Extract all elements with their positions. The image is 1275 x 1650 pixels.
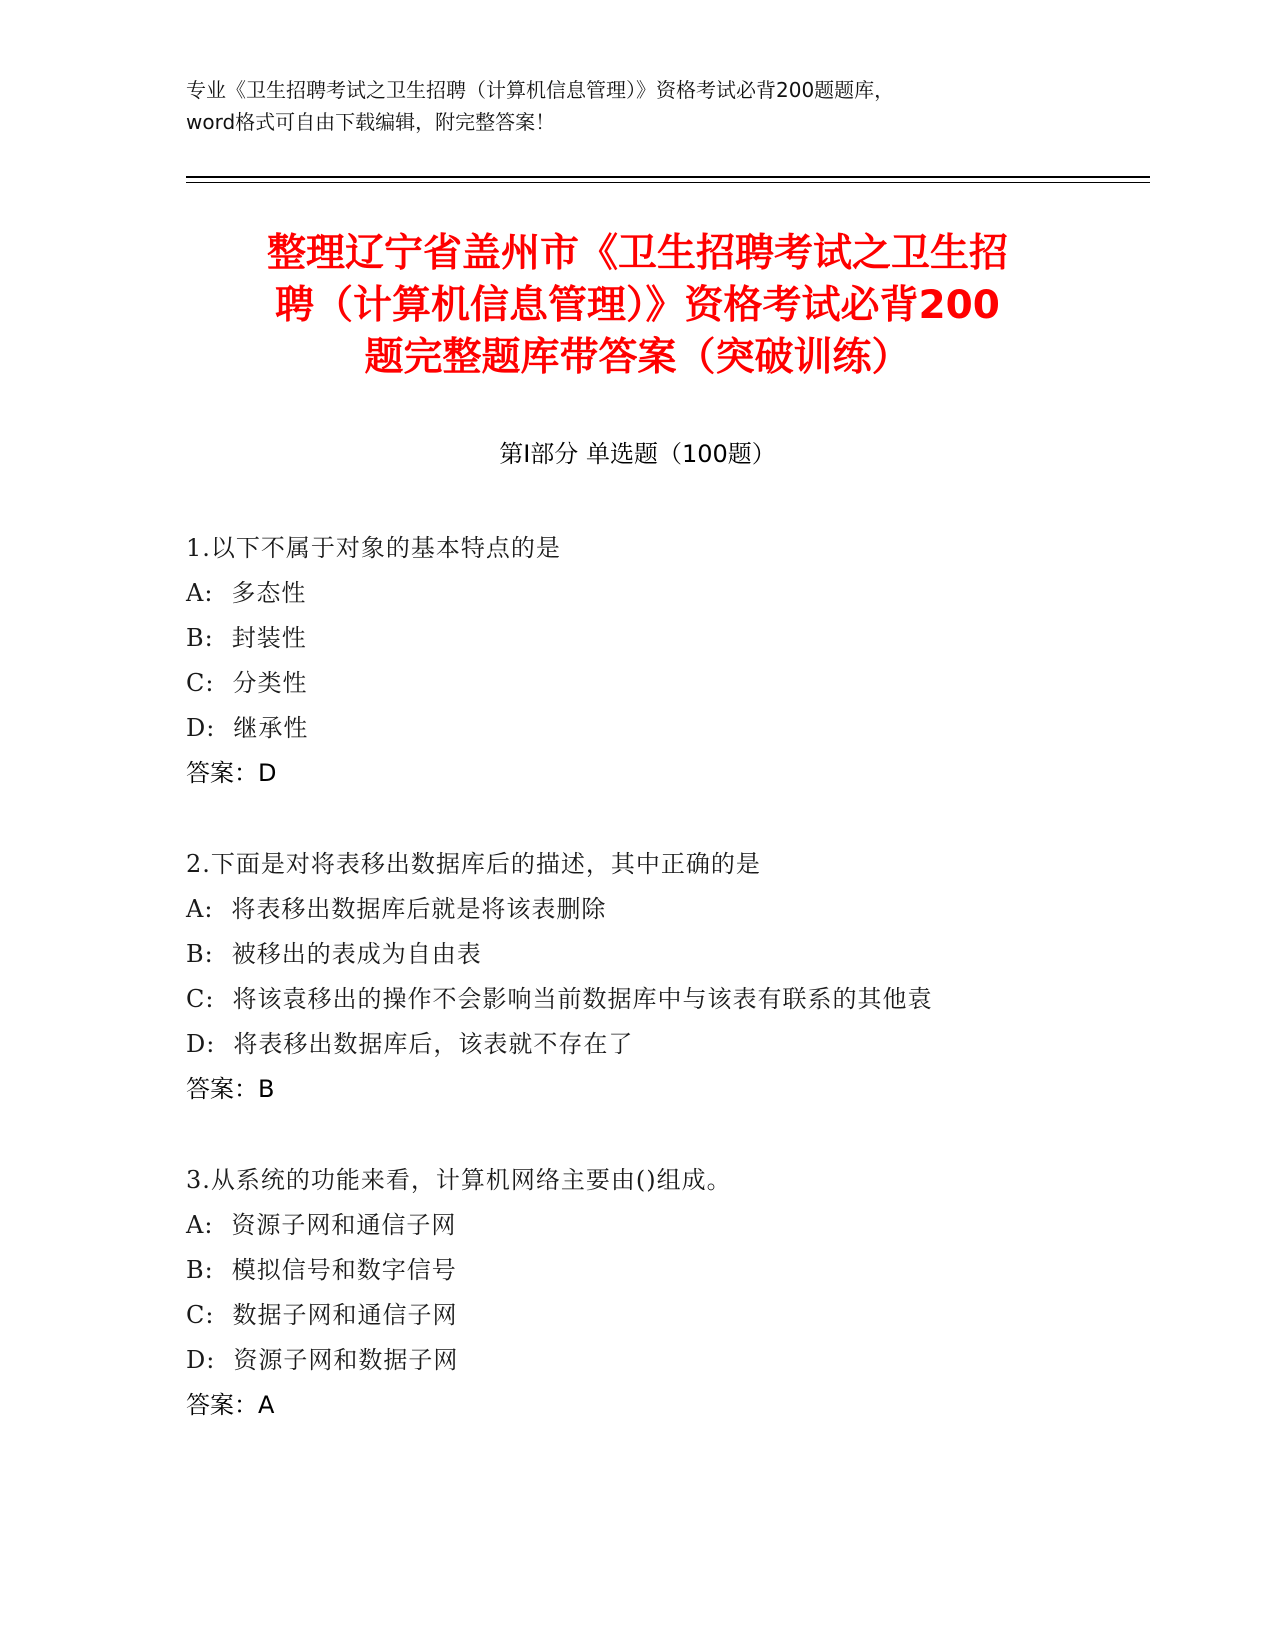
option-d (186, 1338, 1146, 1383)
question-stem: 2.下面是对将表移出数据库后的描述，其中正确的是 (186, 850, 761, 878)
option-d (186, 706, 1146, 751)
option-c (186, 1293, 1146, 1338)
option-text: 模拟信号和数字信号 (231, 1256, 457, 1284)
option-text: 将表移出数据库后就是将该表删除 (231, 895, 607, 923)
answer-line: 答案：B (186, 1075, 275, 1103)
option-a (186, 1203, 1146, 1248)
document-title-line-2: 聘（计算机信息管理）》资格考试必背200 (275, 283, 1000, 328)
answer-line: 答案：D (186, 759, 277, 787)
answer-line: 答案：A (186, 1391, 275, 1419)
option-b (186, 1248, 1146, 1293)
question-stem: 3.从系统的功能来看，计算机网络主要由()组成。 (186, 1166, 732, 1194)
option-text: 将表移出数据库后，该表就不存在了 (233, 1030, 634, 1058)
section-heading: 第Ⅰ部分 单选题（100题） (499, 440, 776, 468)
option-d (186, 1022, 1146, 1067)
option-text: 将该袁移出的操作不会影响当前数据库中与该表有联系的其他袁 (232, 985, 933, 1013)
document-title-line-1: 整理辽宁省盖州市《卫生招聘考试之卫生招 (266, 231, 1008, 276)
option-letter: A: (186, 895, 214, 923)
question-stem: 1.以下不属于对象的基本特点的是 (186, 534, 561, 562)
option-text: 资源子网和数据子网 (233, 1346, 459, 1374)
header-note-line-1: 专业《卫生招聘考试之卫生招聘（计算机信息管理）》资格考试必背200题题库， (186, 78, 895, 102)
option-c (186, 661, 1146, 706)
option-text: 继承性 (233, 714, 309, 742)
document-title (180, 228, 1095, 384)
question-2 (186, 842, 1146, 1112)
question-3 (186, 1158, 1146, 1428)
option-letter: D: (186, 1346, 216, 1374)
option-letter: D: (186, 714, 216, 742)
option-a (186, 887, 1146, 932)
option-c (186, 977, 1146, 1022)
option-text: 多态性 (231, 579, 307, 607)
header-rule-thin (186, 182, 1150, 183)
option-letter: B: (186, 1256, 214, 1284)
question-list (186, 526, 1146, 1474)
option-letter: A: (186, 1211, 214, 1239)
header-note (186, 74, 1086, 138)
option-a (186, 571, 1146, 616)
option-letter: C: (186, 985, 215, 1013)
header-note-line-2: word格式可自由下载编辑，附完整答案！ (186, 110, 556, 134)
option-letter: B: (186, 624, 214, 652)
option-letter: C: (186, 669, 215, 697)
option-text: 封装性 (231, 624, 307, 652)
document-title-line-3: 题完整题库带答案（突破训练） (364, 335, 911, 380)
option-text: 分类性 (232, 669, 308, 697)
option-letter: C: (186, 1301, 215, 1329)
header-rule-thick (186, 176, 1150, 178)
option-text: 数据子网和通信子网 (232, 1301, 458, 1329)
question-1 (186, 526, 1146, 796)
option-letter: D: (186, 1030, 216, 1058)
option-letter: A: (186, 579, 214, 607)
option-text: 资源子网和通信子网 (231, 1211, 457, 1239)
option-letter: B: (186, 940, 214, 968)
option-b (186, 932, 1146, 977)
option-b (186, 616, 1146, 661)
option-text: 被移出的表成为自由表 (231, 940, 482, 968)
